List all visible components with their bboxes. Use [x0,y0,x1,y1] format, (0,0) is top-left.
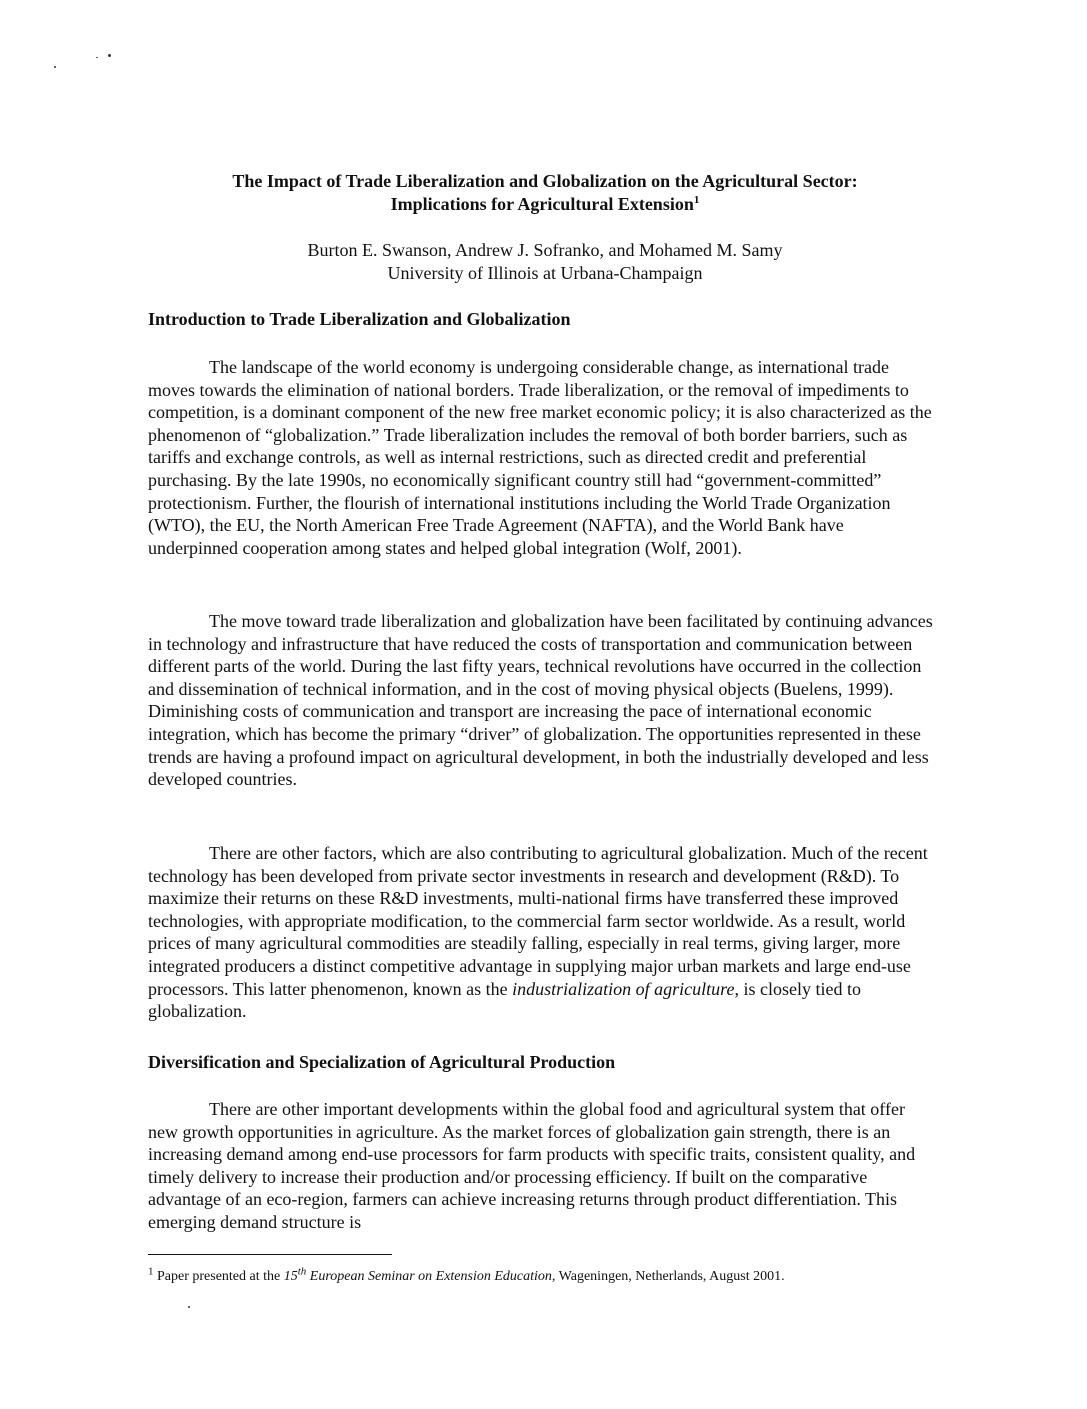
title-footnote-marker: 1 [693,194,700,206]
scan-speck [188,1306,190,1308]
title-line-2-text: Implications for Agricultural Extension [390,194,694,214]
scan-speck [54,66,56,68]
body-paragraph: There are other important developments within the global food and agricultural system that offer new growth opportunities in agriculture. As the market forces of globalization gain strength, there is an increasing demand among end-use processors for farm products with specific traits, consistent quality, and timely delivery to increase their production and/or processing efficiency. If built on the comparative advantage of an eco-region, farmers can achieve increasing returns through product differentiation. This emerging demand structure is [148,1099,916,1232]
paragraph-text: , is closely tied to globalization. [148,978,861,1022]
paragraph-text: There are other factors, which are also contributing to agricultural globalization. Much of the recent technology has been developed from private sector investments in research and development (R&D). To maximize their returns on these R&D investments, multi-national firms have transferred these improved technologies, with appropriate modification, to the commercial farm sector worldwide. As a result, world prices of many agricultural commodities are steadily falling, especially in real terms, giving larger, more integrated producers a distinct competitive advantage in supplying major urban markets and large end-use processors. This latter phenomenon, known as the [148,843,928,999]
body-paragraph: The landscape of the world economy is undergoing considerable change, as international trade moves towards the elimination of national borders. Trade liberalization, or the removal of impediments to competition, is a dominant component of the new free market economic policy; it is also characterized as the phenomenon of “globalization.” Trade liberalization includes the removal of both border barriers, such as tariffs and exchange controls, as well as internal restrictions, such as directed credit and preferential purchasing. By the late 1990s, no economically significant country still had “government-committed” protectionism. Further, the flourish of international institutions including the World Trade Organization (WTO), the EU, the North American Free Trade Agreement (NAFTA), and the World Bank have underpinned cooperation among states and helped global integration (Wolf, 2001). [148,357,932,558]
title-line-2 [100,193,990,216]
emphasized-term: industrialization of agriculture [512,978,735,999]
section-heading-diversification: Diversification and Specialization of Agricultural Production [148,1052,616,1072]
scan-speck [108,54,111,57]
author-block [100,239,990,285]
paper-title [100,170,990,216]
footnote-ordinal-suffix [298,1265,307,1277]
footnote-seminar-number: 15 [283,1269,298,1284]
title-line-1: The Impact of Trade Liberalization and Globalization on the Agricultural Sector: [232,171,858,191]
footnote-seminar-name: European Seminar on Extension Education, [306,1269,556,1284]
body-paragraph [148,842,938,1023]
body-paragraph: The move toward trade liberalization and globalization have been facilitated by continuing advances in technology and infrastructure that have reduced the costs of transportation and communication between different parts of the world. During the last fifty years, technical revolutions have occurred in the collection and dissemination of technical information, and in the cost of moving physical objects (Buelens, 1999). Diminishing costs of communication and transport are increasing the pace of international economic integration, which has become the primary “driver” of globalization. The opportunities represented in these trends are having a profound impact on agricultural development, in both the industrially developed and less developed countries. [148,611,933,790]
scan-speck [96,57,98,58]
author-names: Burton E. Swanson, Andrew J. Sofranko, and Mohamed M. Samy [307,240,783,260]
footnote-ordinal-text: th [297,1265,307,1278]
footnote-divider [148,1254,392,1255]
footnote-marker: 1 [148,1265,154,1278]
footnote [148,1265,938,1286]
footnote-location: Wageningen, Netherlands, August 2001. [555,1269,785,1284]
section-heading-introduction: Introduction to Trade Liberalization and Globalization [148,309,571,329]
footnote-text: Paper presented at the [153,1269,284,1284]
author-affiliation: University of Illinois at Urbana-Champaign [387,263,703,283]
